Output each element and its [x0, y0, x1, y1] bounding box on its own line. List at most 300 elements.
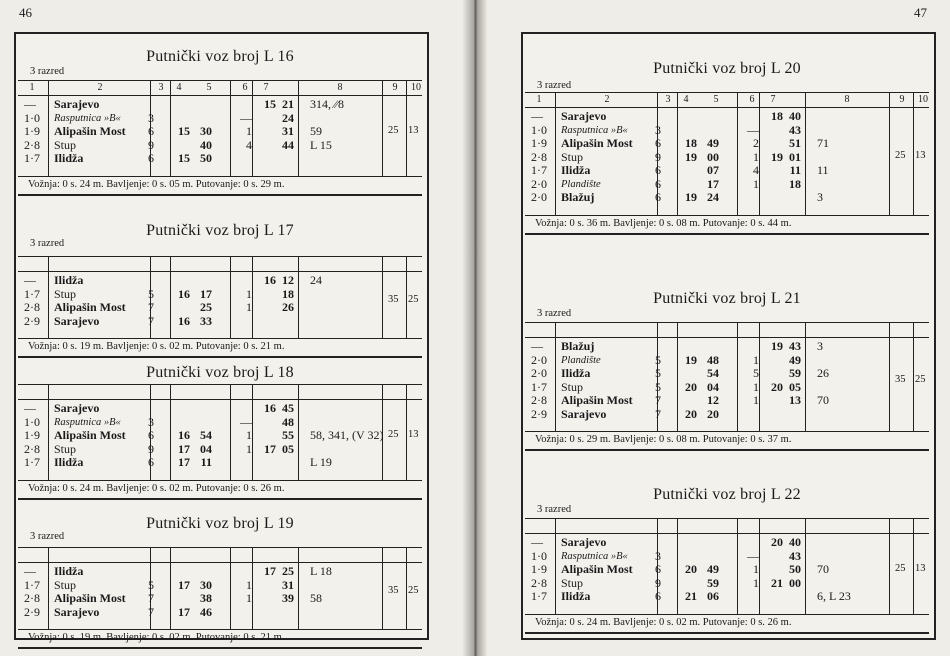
distance-km: 2·8: [24, 137, 40, 152]
train-title: Putnički voz broj L 17: [146, 222, 294, 239]
timetable-row: [525, 367, 929, 380]
departure-minute: 48: [282, 414, 294, 429]
km-minutes: 6: [655, 589, 661, 603]
arrival-minute: 04: [707, 379, 719, 394]
station-name: Stup: [561, 379, 584, 394]
station-name: Alipašin Most: [54, 591, 126, 605]
arrival-hour: 15: [178, 124, 190, 138]
timetable-row: [525, 151, 929, 164]
train-title: Putnički voz broj L 20: [653, 60, 801, 77]
distance-km: 2·0: [531, 352, 547, 367]
distance-km: 1·0: [531, 548, 547, 563]
column-header-row: [525, 322, 929, 338]
train-title: Putnički voz broj L 22: [653, 486, 801, 503]
arrival-minute: 24: [707, 190, 719, 204]
connection-note: L 18: [310, 564, 332, 578]
station-name: Ilidža: [561, 366, 591, 380]
train-title: Putnički voz broj L 18: [146, 364, 294, 381]
km-minutes: 5: [655, 379, 661, 394]
arrival-hour: 19: [685, 149, 697, 164]
departure-minute: 44: [282, 137, 294, 152]
arrival-minute: 07: [707, 163, 719, 177]
column-header: 2: [604, 94, 610, 105]
station-name: Plandište: [561, 178, 601, 190]
distance-km: 2·8: [24, 300, 40, 314]
distance-km: 1·7: [24, 577, 40, 592]
column-10-value: 25: [408, 294, 419, 305]
km-minutes: 5: [148, 286, 154, 301]
footer-rule-bottom: [525, 449, 929, 451]
timetable-row: [18, 315, 422, 328]
station-name: Stup: [561, 149, 584, 164]
km-minutes: 9: [655, 575, 661, 590]
stop-minutes: —: [747, 122, 759, 137]
departure-minute: 18: [789, 176, 801, 191]
column-header: 4: [176, 82, 182, 93]
arrival-hour: 19: [685, 190, 697, 204]
km-minutes: 3: [655, 548, 661, 563]
column-9-value: 35: [388, 294, 399, 305]
footer-rule-top: [18, 629, 422, 630]
departure-minute: 39: [282, 591, 294, 605]
departure-hour: 16: [264, 401, 276, 415]
connection-note: 59: [310, 124, 322, 138]
stop-minutes: 1: [246, 591, 252, 605]
distance-km: 2·9: [24, 604, 40, 619]
departure-minute: 31: [282, 124, 294, 138]
column-header: 10: [411, 82, 421, 93]
column-9-value: 35: [388, 585, 399, 596]
station-name: Rasputnica »B«: [54, 112, 121, 124]
column-header-row: [18, 256, 422, 272]
departure-hour: 15: [264, 97, 276, 111]
station-name: Rasputnica »B«: [561, 550, 628, 562]
arrival-minute: 46: [200, 604, 212, 619]
arrival-minute: 20: [707, 406, 719, 421]
distance-km: 1·7: [531, 163, 547, 177]
km-minutes: 3: [148, 414, 154, 429]
train-title: Putnički voz broj L 21: [653, 290, 801, 307]
train-title: Putnički voz broj L 16: [146, 48, 294, 65]
column-header-row: [18, 384, 422, 400]
column-header: 9: [899, 94, 905, 105]
departure-hour: 17: [264, 564, 276, 578]
column-header: 2: [97, 82, 103, 93]
km-minutes: 6: [655, 136, 661, 150]
km-minutes: 9: [148, 137, 154, 152]
station-name: Alipašin Most: [54, 428, 126, 442]
distance-km: —: [24, 401, 36, 415]
arrival-hour: 17: [178, 604, 190, 619]
stop-minutes: —: [240, 110, 252, 125]
distance-km: —: [24, 564, 36, 578]
departure-hour: 21: [771, 575, 783, 590]
departure-minute: 18: [282, 286, 294, 301]
departure-minute: 45: [282, 401, 294, 415]
distance-km: —: [24, 97, 36, 111]
class-label: 3 razred: [30, 66, 65, 77]
timetable-row: [525, 110, 929, 123]
station-name: Sarajevo: [54, 604, 100, 619]
distance-km: 2·0: [531, 190, 547, 204]
timetable-row: [18, 402, 422, 415]
distance-km: —: [531, 339, 543, 353]
departure-hour: 20: [771, 535, 783, 549]
timetable-row: [18, 606, 422, 619]
distance-km: 1·0: [531, 122, 547, 137]
timetable-row: [18, 125, 422, 138]
departure-minute: 40: [789, 535, 801, 549]
station-name: Stup: [561, 575, 584, 590]
arrival-hour: 20: [685, 406, 697, 421]
arrival-hour: 17: [178, 455, 190, 469]
arrival-hour: 20: [685, 562, 697, 576]
km-minutes: 6: [655, 163, 661, 177]
column-10-value: 13: [915, 150, 926, 162]
arrival-minute: 04: [200, 441, 212, 456]
km-minutes: 5: [148, 577, 154, 592]
timetable-row: [18, 152, 422, 165]
timetable-block: [525, 278, 929, 444]
footer-rule-top: [525, 215, 929, 216]
stop-minutes: —: [747, 548, 759, 563]
column-header: 4: [683, 94, 689, 105]
connection-note: 26: [817, 366, 829, 380]
departure-minute: 25: [282, 564, 294, 578]
distance-km: 1·0: [24, 110, 40, 125]
km-minutes: 9: [655, 149, 661, 164]
distance-km: 1·9: [24, 428, 40, 442]
arrival-hour: 16: [178, 313, 190, 328]
timetable-block: [18, 36, 422, 198]
departure-hour: 17: [264, 441, 276, 456]
km-minutes: 6: [148, 428, 154, 442]
connection-note: 58, 341, (V 32): [310, 428, 384, 442]
timetable-row: [18, 301, 422, 314]
timetable-block: [18, 350, 422, 498]
column-header: 10: [918, 94, 928, 105]
stop-minutes: 1: [753, 176, 759, 191]
station-name: Ilidža: [54, 455, 84, 469]
stop-minutes: 1: [246, 124, 252, 138]
station-name: Ilidža: [561, 589, 591, 603]
station-name: Stup: [54, 137, 77, 152]
column-header: 8: [844, 94, 850, 105]
km-minutes: 6: [148, 124, 154, 138]
station-name: Plandište: [561, 354, 601, 366]
distance-km: 2·8: [24, 441, 40, 456]
departure-hour: 19: [771, 339, 783, 353]
class-label: 3 razred: [537, 80, 572, 91]
footer-rule-bottom: [18, 498, 422, 500]
arrival-minute: 00: [707, 149, 719, 164]
stop-minutes: 2: [753, 136, 759, 150]
departure-minute: 11: [789, 163, 801, 177]
column-9-value: 25: [388, 428, 399, 440]
footer-rule-top: [525, 431, 929, 432]
station-name: Sarajevo: [561, 535, 607, 549]
departure-minute: 05: [789, 379, 801, 394]
departure-minute: 50: [789, 562, 801, 576]
timetable-row: [18, 274, 422, 287]
book-gutter: [462, 0, 488, 656]
class-label: 3 razred: [30, 238, 65, 249]
connection-note: 24: [310, 273, 322, 287]
station-name: Ilidža: [54, 564, 84, 578]
km-minutes: 3: [148, 110, 154, 125]
station-name: Blažuj: [561, 190, 595, 204]
timetable-row: [525, 590, 929, 603]
departure-minute: 55: [282, 428, 294, 442]
arrival-minute: 54: [707, 366, 719, 380]
departure-minute: 43: [789, 548, 801, 563]
distance-km: 2·9: [24, 313, 40, 328]
timetable-row: [525, 563, 929, 576]
station-name: Ilidža: [54, 151, 84, 165]
departure-minute: 51: [789, 136, 801, 150]
arrival-hour: 21: [685, 589, 697, 603]
km-minutes: 7: [655, 406, 661, 421]
station-name: Sarajevo: [54, 401, 100, 415]
km-minutes: 7: [148, 313, 154, 328]
connection-note: 6, L 23: [817, 589, 851, 603]
travel-summary: Vožnja: 0 s. 29 m. Bavljenje: 0 s. 08 m. Putovanje: 0 s. 37 m.: [535, 434, 792, 445]
departure-minute: 43: [789, 122, 801, 137]
departure-minute: 05: [282, 441, 294, 456]
timetable-row: [525, 408, 929, 421]
column-header-row: [18, 80, 422, 96]
station-name: Sarajevo: [561, 406, 607, 421]
stop-minutes: 1: [753, 379, 759, 394]
arrival-hour: 20: [685, 379, 697, 394]
distance-km: 2·8: [24, 591, 40, 605]
timetable-row: [525, 178, 929, 191]
column-10-value: 25: [408, 585, 419, 596]
stop-minutes: —: [240, 414, 252, 429]
timetable-block: [18, 212, 422, 352]
arrival-minute: 33: [200, 313, 212, 328]
stop-minutes: 1: [246, 441, 252, 456]
station-name: Stup: [54, 577, 77, 592]
station-name: Stup: [54, 286, 77, 301]
stop-minutes: 1: [246, 286, 252, 301]
arrival-minute: 48: [707, 352, 719, 367]
timetable-row: [18, 112, 422, 125]
departure-minute: 59: [789, 366, 801, 380]
distance-km: —: [24, 273, 36, 287]
station-name: Alipašin Most: [561, 136, 633, 150]
distance-km: 1·7: [531, 589, 547, 603]
arrival-hour: 15: [178, 151, 190, 165]
arrival-hour: 18: [685, 136, 697, 150]
station-name: Blažuj: [561, 339, 595, 353]
arrival-minute: 59: [707, 575, 719, 590]
departure-minute: 00: [789, 575, 801, 590]
timetable-row: [525, 536, 929, 549]
timetable-row: [18, 429, 422, 442]
distance-km: 1·9: [531, 136, 547, 150]
arrival-minute: 25: [200, 300, 212, 314]
column-10-value: 25: [915, 373, 926, 385]
timetable-row: [525, 550, 929, 563]
timetable-row: [18, 288, 422, 301]
station-name: Ilidža: [54, 273, 84, 287]
km-minutes: 6: [148, 455, 154, 469]
departure-minute: 43: [789, 339, 801, 353]
connection-note: 58: [310, 591, 322, 605]
station-name: Ilidža: [561, 163, 591, 177]
timetable-row: [525, 137, 929, 150]
arrival-minute: 11: [200, 455, 212, 469]
travel-summary: Vožnja: 0 s. 36 m. Bavljenje: 0 s. 08 m. Putovanje: 0 s. 44 m.: [535, 217, 792, 229]
station-name: Rasputnica »B«: [54, 416, 121, 428]
travel-summary: Vožnja: 0 s. 19 m. Bavljenje: 0 s. 02 m. Putovanje: 0 s. 21 m.: [28, 341, 285, 352]
stop-minutes: 1: [753, 149, 759, 164]
column-header: 1: [29, 82, 35, 93]
stop-minutes: 4: [246, 137, 252, 152]
stop-minutes: 4: [753, 163, 759, 177]
column-header: 6: [749, 94, 755, 105]
connection-note: L 15: [310, 137, 332, 152]
class-label: 3 razred: [537, 504, 572, 515]
station-name: Sarajevo: [54, 313, 100, 328]
arrival-hour: 16: [178, 286, 190, 301]
column-header: 7: [263, 82, 269, 93]
stop-minutes: 1: [246, 577, 252, 592]
arrival-hour: 19: [685, 352, 697, 367]
km-minutes: 7: [655, 393, 661, 407]
km-minutes: 7: [148, 300, 154, 314]
distance-km: 2·8: [531, 575, 547, 590]
distance-km: 1·7: [24, 286, 40, 301]
stop-minutes: 1: [246, 428, 252, 442]
km-minutes: 3: [655, 122, 661, 137]
distance-km: 1·9: [24, 124, 40, 138]
km-minutes: 6: [655, 190, 661, 204]
timetable-block: [18, 505, 422, 643]
column-10-value: 13: [408, 428, 419, 440]
timetable-row: [525, 381, 929, 394]
departure-minute: 24: [282, 110, 294, 125]
column-9-value: 25: [895, 150, 906, 162]
departure-minute: 13: [789, 393, 801, 407]
column-header: 1: [536, 94, 542, 105]
connection-note: 11: [817, 163, 829, 177]
departure-minute: 31: [282, 577, 294, 592]
arrival-minute: 30: [200, 124, 212, 138]
station-name: Alipašin Most: [54, 124, 126, 138]
distance-km: 2·8: [531, 149, 547, 164]
station-name: Rasputnica »B«: [561, 124, 628, 136]
station-name: Sarajevo: [54, 97, 100, 111]
distance-km: 2·0: [531, 366, 547, 380]
arrival-minute: 49: [707, 562, 719, 576]
timetable-row: [525, 340, 929, 353]
connection-note: 70: [817, 393, 829, 407]
footer-rule-top: [18, 480, 422, 481]
column-header: 9: [392, 82, 398, 93]
column-9-value: 25: [388, 124, 399, 136]
connection-note: 3: [817, 339, 823, 353]
travel-summary: Vožnja: 0 s. 24 m. Bavljenje: 0 s. 05 m. Putovanje: 0 s. 29 m.: [28, 178, 285, 190]
distance-km: 2·8: [531, 393, 547, 407]
left-page-number: 46: [19, 5, 32, 20]
departure-minute: 12: [282, 273, 294, 287]
departure-hour: 18: [771, 109, 783, 123]
arrival-minute: 17: [200, 286, 212, 301]
column-9-value: 25: [895, 562, 906, 574]
arrival-hour: 17: [178, 577, 190, 592]
departure-minute: 21: [282, 97, 294, 111]
train-title: Putnički voz broj L 19: [146, 515, 294, 532]
column-9-value: 35: [895, 373, 906, 385]
timetable-row: [18, 443, 422, 456]
class-label: 3 razred: [537, 308, 572, 319]
footer-rule-top: [18, 338, 422, 339]
connection-note: 3: [817, 190, 823, 204]
arrival-minute: 50: [200, 151, 212, 165]
distance-km: 2·0: [531, 176, 547, 191]
connection-note: 314, ⁄⁄8: [310, 97, 345, 111]
distance-km: 1·9: [531, 562, 547, 576]
footer-rule-bottom: [18, 647, 422, 649]
arrival-minute: 49: [707, 136, 719, 150]
footer-rule-bottom: [18, 194, 422, 196]
departure-minute: 40: [789, 109, 801, 123]
station-name: Stup: [54, 441, 77, 456]
timetable-row: [18, 592, 422, 605]
arrival-minute: 12: [707, 393, 719, 407]
km-minutes: 5: [655, 352, 661, 367]
km-minutes: 6: [655, 562, 661, 576]
distance-km: 1·0: [24, 414, 40, 429]
distance-km: 2·9: [531, 406, 547, 421]
timetable-block: [525, 478, 929, 634]
footer-rule-bottom: [525, 632, 929, 634]
timetable-row: [18, 98, 422, 111]
column-header: 5: [206, 82, 212, 93]
timetable-row: [525, 354, 929, 367]
travel-summary: Vožnja: 0 s. 24 m. Bavljenje: 0 s. 02 m. Putovanje: 0 s. 26 m.: [28, 482, 285, 494]
column-header: 3: [158, 82, 164, 93]
timetable-row: [525, 164, 929, 177]
distance-km: —: [531, 535, 543, 549]
stop-minutes: 1: [753, 562, 759, 576]
stop-minutes: 1: [246, 300, 252, 314]
station-name: Alipašin Most: [54, 300, 126, 314]
column-header: 6: [242, 82, 248, 93]
timetable-row: [525, 394, 929, 407]
connection-note: L 19: [310, 455, 332, 469]
arrival-minute: 30: [200, 577, 212, 592]
footer-rule-top: [18, 176, 422, 177]
departure-hour: 20: [771, 379, 783, 394]
stop-minutes: 1: [753, 393, 759, 407]
departure-hour: 16: [264, 273, 276, 287]
km-minutes: 5: [655, 366, 661, 380]
arrival-minute: 06: [707, 589, 719, 603]
km-minutes: 9: [148, 441, 154, 456]
km-minutes: 6: [148, 151, 154, 165]
km-minutes: 7: [148, 591, 154, 605]
timetable-row: [18, 579, 422, 592]
arrival-hour: 17: [178, 441, 190, 456]
distance-km: —: [531, 109, 543, 123]
column-10-value: 13: [408, 124, 419, 136]
departure-minute: 26: [282, 300, 294, 314]
arrival-minute: 17: [707, 176, 719, 191]
arrival-minute: 38: [200, 591, 212, 605]
